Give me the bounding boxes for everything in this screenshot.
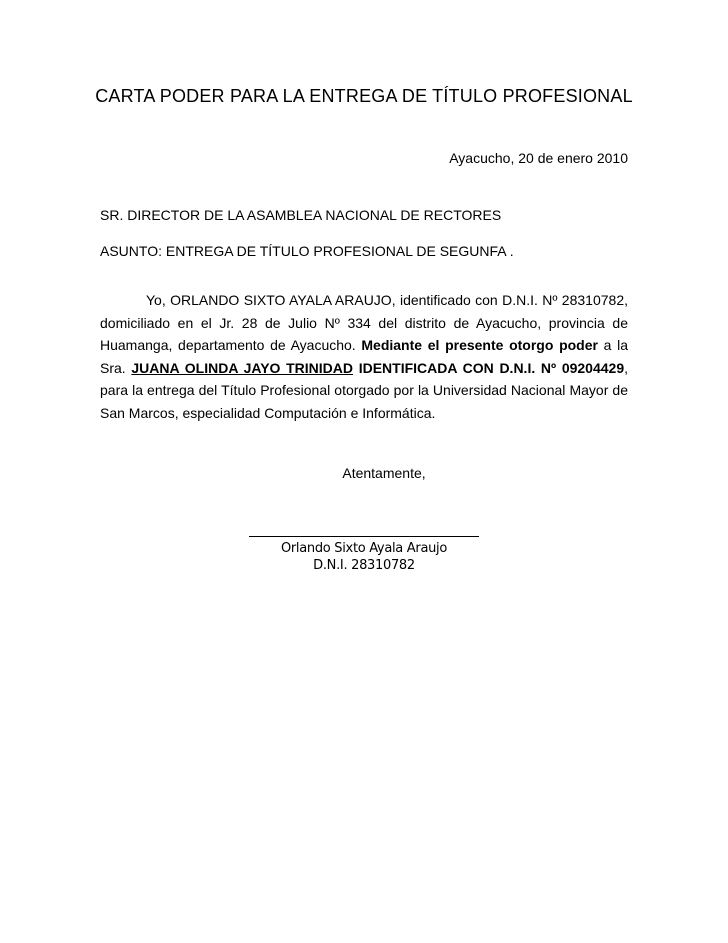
body-part-1: Yo, ORLANDO SIXTO AYALA ARAUJO, identificado con D.N.I. Nº 28310782, domiciliado en el Jr. 28 de Julio Nº 334 del distrito de Ayacucho, provincia de Huamanga, departamento de Ayacucho. — [100, 292, 628, 353]
signature-name: Orlando Sixto Ayala Araujo — [280, 541, 448, 556]
closing-text: Atentamente, — [342, 465, 426, 481]
subject-line: ASUNTO: ENTREGA DE TÍTULO PROFESIONAL DE SEGUNFA . — [100, 243, 514, 259]
document-title: CARTA PODER PARA LA ENTREGA DE TÍTULO PROFESIONAL — [95, 86, 633, 106]
signature-line — [249, 536, 479, 537]
body-bold-grant: Mediante el presente otorgo poder — [361, 337, 598, 353]
proxy-name: JUANA OLINDA JAYO TRINIDAD — [131, 359, 354, 376]
body-part-2: a la Sra. — [100, 337, 629, 376]
recipient-line: SR. DIRECTOR DE LA ASAMBLEA NACIONAL DE RECTORES — [100, 207, 502, 223]
body-paragraph — [100, 289, 628, 424]
proxy-id: IDENTIFICADA CON D.N.I. Nº 09204429 — [358, 359, 625, 376]
body-part-4: , para la entrega del Título Profesional otorgado por la Universidad Nacional Mayor de San Marcos, especialidad Computación e Informática. — [100, 359, 628, 421]
document-date: Ayacucho, 20 de enero 2010 — [449, 150, 628, 166]
signature-id: D.N.I. 28310782 — [313, 558, 415, 573]
